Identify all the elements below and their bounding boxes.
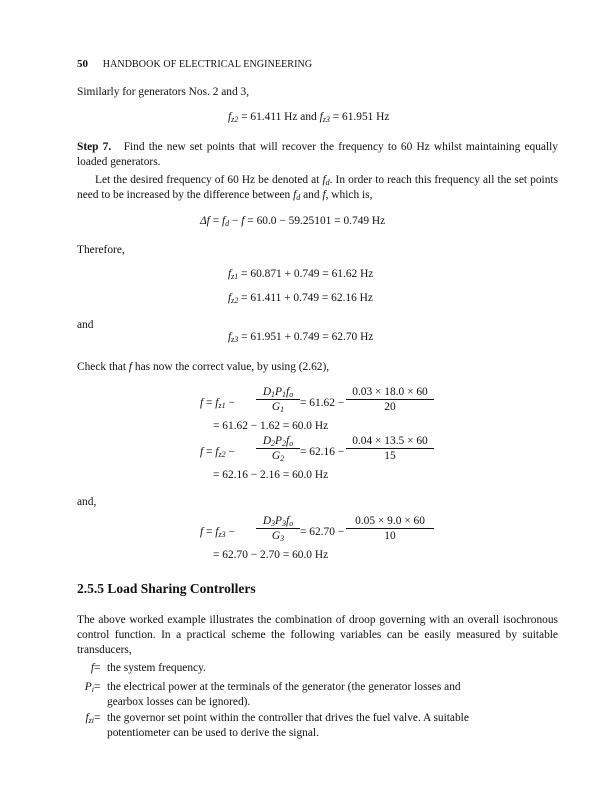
eq-subscript: o xyxy=(289,390,294,399)
therefore-text: Therefore, xyxy=(77,244,125,256)
definition-symbol xyxy=(64,712,94,724)
check-text xyxy=(77,360,329,375)
check-eq-lhs xyxy=(200,526,235,538)
eq-subscript: z2 xyxy=(231,296,239,305)
eq-text: = xyxy=(203,397,216,409)
eq-symbol: P xyxy=(275,435,283,447)
check-eq-result: = 61.62 − 1.62 = 60.0 Hz xyxy=(213,420,329,432)
eq-subscript: 3 xyxy=(271,519,276,528)
eq-text: = 60.871 + 0.749 = 61.62 Hz xyxy=(238,268,374,280)
eq-subscript: z2 xyxy=(231,115,239,124)
eq-symbol: f xyxy=(286,435,290,447)
fraction-symbolic xyxy=(256,515,300,542)
eq-text: − xyxy=(225,446,235,458)
check-eq-lhs xyxy=(200,397,235,409)
desired-frequency-paragraph xyxy=(77,173,558,203)
intro-text: Similarly for generators Nos. 2 and 3, xyxy=(77,86,250,98)
eq-symbol: f xyxy=(228,111,232,123)
eq-subscript: z3 xyxy=(218,530,226,539)
eq-symbol: f xyxy=(286,515,290,527)
eq-symbol: f xyxy=(228,268,232,280)
eq-symbol: G xyxy=(271,530,281,542)
eq-subscript: z2 xyxy=(218,450,226,459)
section-heading: 2.5.5 Load Sharing Controllers xyxy=(77,581,256,596)
eq-text: = xyxy=(203,446,216,458)
fraction-numerator xyxy=(256,435,300,449)
running-header xyxy=(77,58,312,70)
fraction-numerator: 0.03 × 18.0 × 60 xyxy=(346,386,434,400)
and-text: and xyxy=(77,319,94,331)
para-subscript: d xyxy=(296,193,301,202)
def-symbol: f xyxy=(85,712,89,724)
and-comma-text: and, xyxy=(77,496,97,508)
eq-symbol: f xyxy=(319,111,323,123)
section-paragraph: The above worked example illustrates the combination of droop governing with an overall isochronous control function. In a practical scheme the following variables can be easily measured by suitable transducers, xyxy=(77,614,558,656)
definition-text: the governor set point within the controller that drives the fuel valve. A suitable xyxy=(107,712,469,724)
check-eq-mid: = 62.16 − xyxy=(300,446,345,458)
fraction-denominator xyxy=(256,400,300,413)
eq-subscript: 3 xyxy=(282,519,287,528)
eq-symbol: f xyxy=(286,386,290,398)
eq-symbol: D xyxy=(262,515,272,527)
eq-text: = xyxy=(209,215,222,227)
eq-symbol: f xyxy=(221,215,226,227)
fraction-numeric xyxy=(346,515,434,542)
definition-text-cont: gearbox losses can be ignored). xyxy=(107,696,251,708)
fraction-denominator xyxy=(256,529,300,542)
eq-symbol: G xyxy=(271,401,281,413)
definition-text: the electrical power at the terminals of the generator (the generator losses and xyxy=(107,681,461,693)
equation-setpoint-1 xyxy=(228,268,373,280)
def-symbol: P xyxy=(84,681,92,693)
para-symbol: f xyxy=(322,189,326,201)
eq-subscript: 1 xyxy=(280,405,285,414)
fraction-denominator: 10 xyxy=(384,530,396,542)
eq-symbol: f xyxy=(215,397,219,409)
equation-setpoint-3 xyxy=(228,331,373,343)
para-subscript: d xyxy=(325,178,330,187)
eq-symbol: f xyxy=(200,446,204,458)
eq-symbol: f xyxy=(228,331,232,343)
fraction-numeric xyxy=(346,386,434,413)
para-text: . In order to reach this frequency all the set points need to be increased by the difference between xyxy=(77,174,559,201)
eq-text: = 61.411 Hz and xyxy=(238,111,320,123)
check-eq-lhs xyxy=(200,446,235,458)
para-symbol: f xyxy=(293,189,297,201)
def-subscript: zi xyxy=(88,716,94,725)
definition-symbol xyxy=(64,662,94,674)
fraction-numerator: 0.04 × 13.5 × 60 xyxy=(346,435,434,449)
eq-text: = 61.411 + 0.749 = 62.16 Hz xyxy=(238,292,373,304)
step7-text: Find the new set points that will recover the frequency to 60 Hz whilst maintaining equally loaded generators. xyxy=(77,141,558,168)
check-eq-result: = 62.16 − 2.16 = 60.0 Hz xyxy=(213,469,329,481)
eq-text: − xyxy=(225,397,235,409)
eq-subscript: z3 xyxy=(322,115,330,124)
eq-text: − xyxy=(229,215,242,227)
eq-text: = xyxy=(203,526,216,538)
eq-symbol: f xyxy=(228,292,232,304)
eq-text: = 61.951 + 0.749 = 62.70 Hz xyxy=(238,331,374,343)
check-eq-mid: = 61.62 − xyxy=(300,397,345,409)
eq-subscript: z3 xyxy=(231,335,239,344)
eq-symbol: f xyxy=(241,215,245,227)
definition-symbol xyxy=(64,681,94,693)
check-eq-result: = 62.70 − 2.70 = 60.0 Hz xyxy=(213,549,329,561)
para-text: and xyxy=(300,189,323,201)
check-text-part: has now the correct value, by using (2.62), xyxy=(132,361,330,373)
check-text-part: Check that xyxy=(77,361,129,373)
equation-generators xyxy=(228,111,389,123)
definition-eq: = xyxy=(94,681,101,693)
step7-label: Step 7. xyxy=(77,141,112,153)
para-symbol: f xyxy=(322,174,326,186)
eq-symbol: P xyxy=(275,515,283,527)
definition-eq: = xyxy=(94,662,101,674)
eq-subscript: d xyxy=(225,219,230,228)
fraction-numerator: 0.05 × 9.0 × 60 xyxy=(346,515,434,529)
fraction-denominator xyxy=(256,449,300,462)
para-text: Let the desired frequency of 60 Hz be denoted at xyxy=(95,174,323,186)
eq-subscript: z1 xyxy=(218,401,226,410)
running-title: HANDBOOK OF ELECTRICAL ENGINEERING xyxy=(102,59,313,70)
eq-subscript: 3 xyxy=(280,534,285,543)
def-subscript: i xyxy=(91,685,94,694)
eq-symbol: G xyxy=(271,450,281,462)
fraction-numerator xyxy=(256,515,300,529)
eq-symbol: D xyxy=(262,386,272,398)
eq-subscript: z1 xyxy=(231,272,239,281)
eq-symbol: f xyxy=(215,526,219,538)
eq-subscript: o xyxy=(289,519,294,528)
eq-symbol: f xyxy=(200,397,204,409)
para-text: , which is, xyxy=(325,189,373,201)
eq-subscript: 1 xyxy=(282,390,287,399)
eq-subscript: 2 xyxy=(280,454,285,463)
fraction-numerator xyxy=(256,386,300,400)
check-symbol: f xyxy=(128,361,133,373)
fraction-symbolic xyxy=(256,386,300,413)
page-number: 50 xyxy=(77,58,88,70)
check-eq-mid: = 62.70 − xyxy=(300,526,345,538)
eq-text: = 60.0 − 59.25101 = 0.749 Hz xyxy=(244,215,386,227)
fraction-symbolic xyxy=(256,435,300,462)
definition-text: the system frequency. xyxy=(107,662,206,674)
definition-text-cont: potentiometer can be used to derive the signal. xyxy=(107,727,319,739)
step7-paragraph xyxy=(77,140,558,170)
eq-subscript: o xyxy=(289,439,294,448)
eq-text: − xyxy=(225,526,235,538)
eq-symbol: f xyxy=(215,446,219,458)
eq-symbol: P xyxy=(275,386,283,398)
fraction-denominator: 20 xyxy=(384,401,396,413)
fraction-numeric xyxy=(346,435,434,462)
equation-setpoint-2 xyxy=(228,292,373,304)
equation-delta-f xyxy=(200,215,385,227)
eq-symbol: f xyxy=(200,526,204,538)
fraction-denominator: 15 xyxy=(384,450,396,462)
eq-symbol: Δf xyxy=(200,215,210,227)
definition-eq: = xyxy=(94,712,101,724)
def-symbol: f xyxy=(90,662,94,674)
eq-subscript: 2 xyxy=(282,439,287,448)
eq-subscript: 1 xyxy=(271,390,276,399)
eq-symbol: D xyxy=(262,435,272,447)
eq-text: = 61.951 Hz xyxy=(329,111,390,123)
eq-subscript: 2 xyxy=(271,439,276,448)
